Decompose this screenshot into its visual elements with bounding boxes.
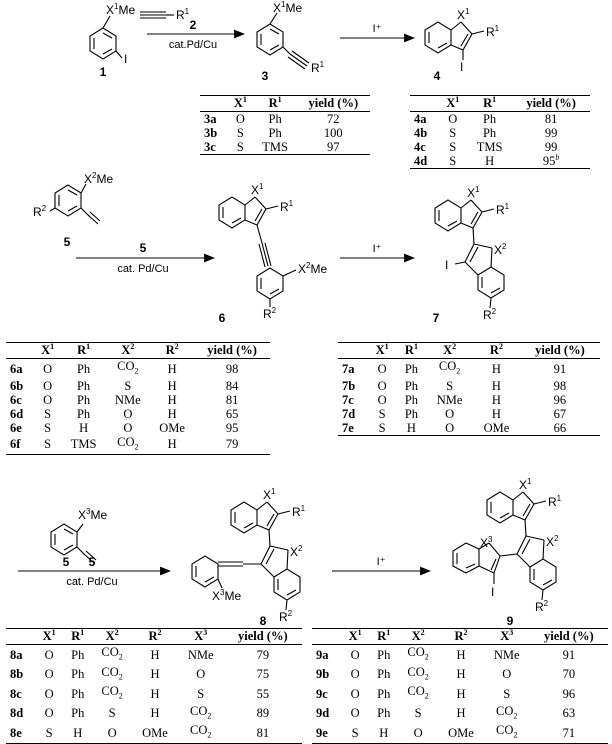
svg-text:X2Me: $X^2Me$: [84, 171, 114, 186]
svg-text:R2: $R^2$: [33, 204, 47, 219]
table-cell: 71: [530, 723, 608, 743]
column-header: $X^1$: [367, 343, 396, 359]
table-cell: S: [446, 378, 454, 393]
svg-text:I: I: [491, 585, 495, 599]
table-cell: OMe: [159, 420, 185, 435]
column-header: yield (%): [520, 343, 600, 359]
column-header: yield (%): [194, 343, 270, 359]
table-cell: 100: [323, 126, 343, 140]
table-cell: 91: [562, 647, 576, 662]
column-header: $R^1$: [397, 343, 426, 359]
column-header: $X^1$: [227, 96, 254, 112]
svg-text:I: I: [460, 60, 464, 74]
table-cell: H: [369, 723, 398, 743]
table-cell: $CO_2$: [407, 664, 429, 681]
table-cell: H: [150, 667, 160, 682]
reagent-4: I⁺: [372, 243, 382, 255]
table-cell: O: [350, 706, 360, 721]
compound-id: 6f: [6, 435, 34, 455]
table-cell: 81: [224, 723, 302, 743]
table-cell: H: [150, 686, 160, 701]
compound-id: 9a: [316, 647, 329, 662]
table-cell: Ph: [268, 126, 282, 140]
yield-table-4: [410, 95, 590, 169]
compound-id: 6d: [10, 406, 24, 421]
compound-id: 3c: [200, 140, 227, 155]
svg-text:R1: $R^1$: [486, 24, 500, 39]
column-header: [338, 343, 367, 359]
table-cell: $CO_2$: [407, 684, 429, 701]
table-cell: O: [350, 667, 360, 682]
table-cell: 79: [194, 435, 270, 455]
column-header: $R^2$: [438, 629, 484, 645]
reagent-number-3: 5: [139, 241, 147, 255]
svg-text:X3: $X^3$: [480, 535, 493, 550]
atom-labels: [33, 0, 562, 624]
table-cell: TMS: [476, 140, 503, 154]
yield-table-9: [312, 628, 608, 744]
table-row: [6, 704, 302, 724]
table-cell: $CO_2$: [101, 684, 123, 701]
table-row: [200, 112, 370, 127]
table-cell: H: [491, 378, 501, 393]
table-cell: S: [227, 140, 254, 155]
column-header: yield (%): [297, 96, 370, 112]
column-header: [410, 96, 439, 112]
column-header: $X^1$: [439, 96, 467, 112]
table-cell: H: [167, 378, 177, 393]
table-cell: S: [378, 406, 386, 421]
table-cell: O: [350, 686, 360, 701]
table-cell: H: [467, 154, 512, 169]
table-row: [6, 421, 270, 435]
compound-label-8: 8: [259, 614, 267, 628]
table-row: [338, 421, 600, 436]
table-cell: H: [456, 686, 466, 701]
table-row: [6, 684, 302, 704]
svg-text:X2: $X^2$: [290, 544, 303, 559]
condition-1: cat.Pd/Cu: [168, 39, 218, 51]
column-header: [6, 343, 34, 359]
table-cell: O: [426, 421, 473, 436]
reagent-number-1: 2: [189, 18, 197, 32]
table-cell: TMS: [61, 435, 105, 455]
table-cell: $CO_2$: [106, 435, 150, 455]
table-cell: 66: [520, 421, 600, 436]
table-cell: S: [449, 140, 457, 154]
svg-text:R1: $R^1$: [496, 202, 510, 217]
compound-id: 8d: [10, 706, 24, 721]
table-cell: S: [414, 706, 422, 721]
column-header: $X^1$: [34, 343, 62, 359]
table-cell: 84: [225, 378, 239, 393]
compound-id: 4b: [414, 126, 428, 140]
table-cell: $CO_2$: [407, 645, 429, 662]
table-header-row: [338, 343, 600, 359]
compound-id: 4c: [414, 140, 426, 154]
structure-9: [453, 492, 556, 600]
column-header: $R^1$: [63, 629, 92, 645]
table-cell: Ph: [404, 406, 419, 421]
table-cell: 72: [327, 112, 340, 126]
column-header: $X^2$: [92, 629, 132, 645]
compound-id: 3b: [204, 126, 218, 140]
table-cell: 70: [562, 667, 576, 682]
table-cell: H: [150, 647, 160, 662]
table-cell: Ph: [71, 706, 85, 721]
table-row: [6, 359, 270, 379]
table-cell: 95: [225, 420, 239, 435]
svg-text:X1: $X^1$: [519, 477, 532, 492]
svg-text:X1: $X^1$: [263, 487, 276, 502]
table-cell: NMe: [187, 647, 214, 662]
column-header: yield (%): [512, 96, 590, 112]
table-cell: H: [167, 361, 177, 376]
svg-text:R1: $R^1$: [311, 60, 325, 75]
table-cell: $CO_2$: [496, 703, 518, 720]
table-cell: 98: [553, 378, 567, 393]
table-cell: 79: [256, 647, 270, 662]
svg-text:X2: $X^2$: [546, 534, 559, 549]
table-cell: S: [197, 686, 205, 701]
svg-text:X2: $X^2$: [494, 242, 507, 257]
table-cell: O: [44, 706, 54, 721]
table-row: [410, 126, 590, 140]
table-cell: O: [44, 647, 54, 662]
svg-text:X1Me: $X^1Me$: [273, 0, 303, 15]
table-cell: Ph: [377, 647, 391, 662]
table-cell: H: [456, 647, 466, 662]
table-cell: S: [367, 421, 396, 436]
compound-id: 6c: [10, 392, 22, 407]
table-header-row: [6, 343, 270, 359]
table-cell: Ph: [482, 126, 497, 140]
table-row: [6, 379, 270, 393]
table-row: [6, 435, 270, 455]
svg-text:X3Me: $X^3Me$: [78, 507, 108, 522]
table-cell: Ph: [268, 112, 282, 126]
table-row: [200, 126, 370, 140]
table-cell: 95$^b$: [512, 154, 590, 169]
table-cell: S: [236, 126, 244, 140]
footnote-marker: b: [555, 152, 560, 162]
column-header: yield (%): [530, 629, 608, 645]
table-cell: $CO_2$: [178, 723, 224, 743]
compound-id: 8e: [6, 723, 35, 743]
compound-id: 4a: [414, 112, 427, 126]
table-cell: O: [235, 112, 245, 126]
table-cell: 99: [544, 126, 558, 140]
table-cell: Ph: [71, 667, 85, 682]
column-header: $R^2$: [473, 343, 520, 359]
table-cell: Ph: [76, 361, 91, 376]
table-cell: NMe: [436, 392, 463, 407]
reagent-6: I⁺: [376, 556, 386, 568]
table-row: [312, 665, 608, 685]
table-cell: 65: [225, 406, 239, 421]
svg-text:I: I: [445, 258, 449, 272]
compound-id: 7a: [342, 361, 355, 376]
reagent-2: I⁺: [372, 23, 382, 35]
svg-text:R2: $R^2$: [483, 307, 497, 322]
table-row: [6, 723, 302, 743]
table-cell: NMe: [115, 392, 141, 407]
svg-text:R2: $R^2$: [535, 599, 549, 614]
svg-text:X1: $X^1$: [457, 7, 470, 22]
column-header: $X^3$: [178, 629, 224, 645]
reagent-number-5: 5: [88, 555, 96, 569]
column-header: $R^2$: [150, 343, 194, 359]
table-cell: S: [439, 154, 467, 169]
table-row: [410, 140, 590, 154]
table-cell: H: [456, 667, 466, 682]
compound-label-7: 7: [432, 311, 440, 325]
compound-id: 8b: [10, 667, 24, 682]
structure-1: [90, 16, 122, 59]
svg-text:R2: $R^2$: [279, 609, 293, 624]
compound-id: 7d: [342, 406, 356, 421]
table-header-row: [410, 96, 590, 112]
table-cell: S: [503, 686, 511, 701]
table-header-row: [6, 629, 302, 645]
table-cell: S: [341, 723, 370, 743]
table-row: [338, 393, 600, 407]
table-cell: H: [63, 723, 92, 743]
table-cell: O: [43, 361, 53, 376]
table-cell: OMe: [473, 421, 520, 436]
compound-label-9: 9: [506, 614, 514, 628]
compound-id: 6a: [10, 361, 23, 376]
column-header: $R^2$: [132, 629, 178, 645]
table-cell: S: [124, 378, 132, 393]
compound-label-4: 4: [433, 69, 441, 83]
compound-id: 9e: [312, 723, 341, 743]
svg-text:R2: $R^2$: [263, 306, 277, 321]
structure-5a: [50, 184, 100, 224]
table-cell: Ph: [404, 392, 419, 407]
table-cell: OMe: [438, 723, 484, 743]
table-row: [200, 140, 370, 155]
table-cell: S: [449, 126, 457, 140]
table-cell: O: [377, 361, 387, 376]
compound-id: 9d: [316, 706, 330, 721]
table-cell: H: [397, 421, 426, 436]
table-cell: O: [44, 667, 54, 682]
table-cell: Ph: [377, 667, 391, 682]
table-cell: NMe: [493, 647, 520, 662]
yield-table-7: [338, 342, 600, 436]
column-header: $R^1$: [254, 96, 297, 112]
table-cell: 75: [256, 667, 270, 682]
table-cell: Ph: [71, 647, 85, 662]
table-header-row: [200, 96, 370, 112]
table-row: [312, 684, 608, 704]
column-header: $X^1$: [35, 629, 64, 645]
table-cell: 99: [544, 140, 558, 154]
column-header: [200, 96, 227, 112]
table-cell: Ph: [76, 406, 91, 421]
table-cell: TMS: [254, 140, 297, 155]
table-cell: H: [491, 361, 501, 376]
table-cell: $CO_2$: [101, 664, 123, 681]
table-cell: H: [456, 706, 466, 721]
column-header: [6, 629, 35, 645]
compound-id: 8a: [10, 647, 23, 662]
column-header: $R^1$: [369, 629, 398, 645]
table-cell: 97: [297, 140, 370, 155]
table-cell: O: [445, 406, 455, 421]
table-cell: S: [44, 406, 52, 421]
compound-id: 3a: [204, 112, 217, 126]
condition-3: cat. Pd/Cu: [117, 263, 169, 275]
svg-text:X3Me: $X^3Me$: [212, 588, 242, 603]
column-header: $X^2$: [398, 629, 438, 645]
table-cell: Ph: [76, 378, 91, 393]
compound-label-1: 1: [99, 65, 107, 79]
svg-text:R1: $R^1$: [176, 7, 190, 22]
table-cell: O: [43, 378, 53, 393]
table-cell: 98: [225, 361, 239, 376]
svg-text:X1Me: $X^1Me$: [106, 2, 136, 17]
table-cell: 81: [225, 392, 239, 407]
table-cell: O: [44, 686, 54, 701]
table-cell: O: [43, 392, 53, 407]
compound-label-6: 6: [218, 311, 226, 325]
table-row: [410, 154, 590, 169]
column-header: $X^2$: [106, 343, 150, 359]
compound-id: 9c: [316, 686, 328, 701]
table-row: [6, 407, 270, 421]
table-cell: H: [167, 392, 177, 407]
table-row: [6, 645, 302, 665]
table-cell: S: [44, 420, 52, 435]
table-cell: S: [108, 706, 116, 721]
table-cell: $CO_2$: [438, 359, 461, 376]
table-row: [338, 359, 600, 379]
table-cell: 96: [562, 686, 576, 701]
table-cell: $CO_2$: [190, 703, 212, 720]
condition-5: cat. Pd/Cu: [66, 576, 118, 588]
alkyne-2: [140, 12, 174, 18]
table-cell: 91: [553, 361, 567, 376]
table-cell: Ph: [482, 112, 497, 126]
column-header: $X^3$: [484, 629, 530, 645]
table-cell: Ph: [404, 361, 419, 376]
table-cell: H: [167, 406, 177, 421]
column-header: yield (%): [224, 629, 302, 645]
column-header: $R^1$: [467, 96, 512, 112]
table-cell: $CO_2$: [484, 723, 530, 743]
table-cell: Ph: [404, 378, 419, 393]
column-header: $X^2$: [426, 343, 473, 359]
table-cell: H: [79, 420, 89, 435]
compound-label-5a: 5: [63, 235, 71, 249]
svg-text:R1: $R^1$: [548, 494, 562, 509]
svg-text:X2Me: $X^2Me$: [298, 261, 328, 276]
table-cell: H: [150, 435, 194, 455]
table-cell: O: [398, 723, 438, 743]
table-cell: H: [491, 392, 501, 407]
column-header: $X^1$: [341, 629, 370, 645]
table-cell: 89: [256, 706, 270, 721]
table-cell: 63: [562, 706, 576, 721]
compound-id: 8c: [10, 686, 22, 701]
table-cell: O: [123, 420, 133, 435]
table-row: [338, 407, 600, 421]
table-row: [312, 723, 608, 743]
structure-8: [192, 502, 300, 610]
table-cell: O: [92, 723, 132, 743]
compound-id: 4d: [410, 154, 439, 169]
table-row: [312, 645, 608, 665]
yield-table-3: [200, 95, 370, 155]
column-header: [312, 629, 341, 645]
yield-table-6: [6, 342, 270, 455]
table-row: [338, 379, 600, 393]
compound-id: 9b: [316, 667, 330, 682]
structure-3: [257, 13, 309, 69]
table-cell: $CO_2$: [117, 359, 139, 376]
table-cell: O: [377, 392, 387, 407]
table-cell: Ph: [377, 706, 391, 721]
table-cell: H: [150, 706, 160, 721]
column-header: $R^1$: [61, 343, 105, 359]
table-cell: $CO_2$: [101, 645, 123, 662]
table-cell: O: [196, 667, 206, 682]
svg-text:R1: $R^1$: [292, 504, 306, 519]
table-cell: 67: [553, 406, 567, 421]
table-cell: O: [448, 112, 458, 126]
table-cell: S: [35, 723, 64, 743]
table-cell: H: [491, 406, 501, 421]
table-cell: 81: [544, 112, 558, 126]
compound-id: 7e: [338, 421, 367, 436]
compound-label-3: 3: [261, 69, 269, 83]
table-row: [410, 112, 590, 127]
table-cell: O: [350, 647, 360, 662]
table-cell: Ph: [76, 392, 91, 407]
table-cell: O: [377, 378, 387, 393]
svg-text:X1: $X^1$: [251, 182, 264, 197]
table-cell: O: [123, 406, 133, 421]
yield-table-8: [6, 628, 302, 744]
compound-label-5b: 5: [62, 555, 70, 569]
table-row: [6, 665, 302, 685]
svg-text:X1: $X^1$: [467, 185, 480, 200]
table-cell: O: [502, 667, 512, 682]
table-row: [312, 704, 608, 724]
svg-text:R1: $R^1$: [280, 199, 294, 214]
table-header-row: [312, 629, 608, 645]
table-cell: Ph: [71, 686, 85, 701]
table-cell: OMe: [132, 723, 178, 743]
table-row: [6, 393, 270, 407]
table-cell: 55: [256, 686, 270, 701]
table-cell: S: [34, 435, 62, 455]
compound-id: 6b: [10, 378, 24, 393]
compound-id: 7c: [342, 392, 354, 407]
table-cell: Ph: [377, 686, 391, 701]
compound-id: 6e: [10, 420, 22, 435]
structure-4: [425, 22, 484, 60]
table-cell: 96: [553, 392, 567, 407]
compound-id: 7b: [342, 378, 356, 393]
svg-text:I: I: [124, 52, 128, 66]
